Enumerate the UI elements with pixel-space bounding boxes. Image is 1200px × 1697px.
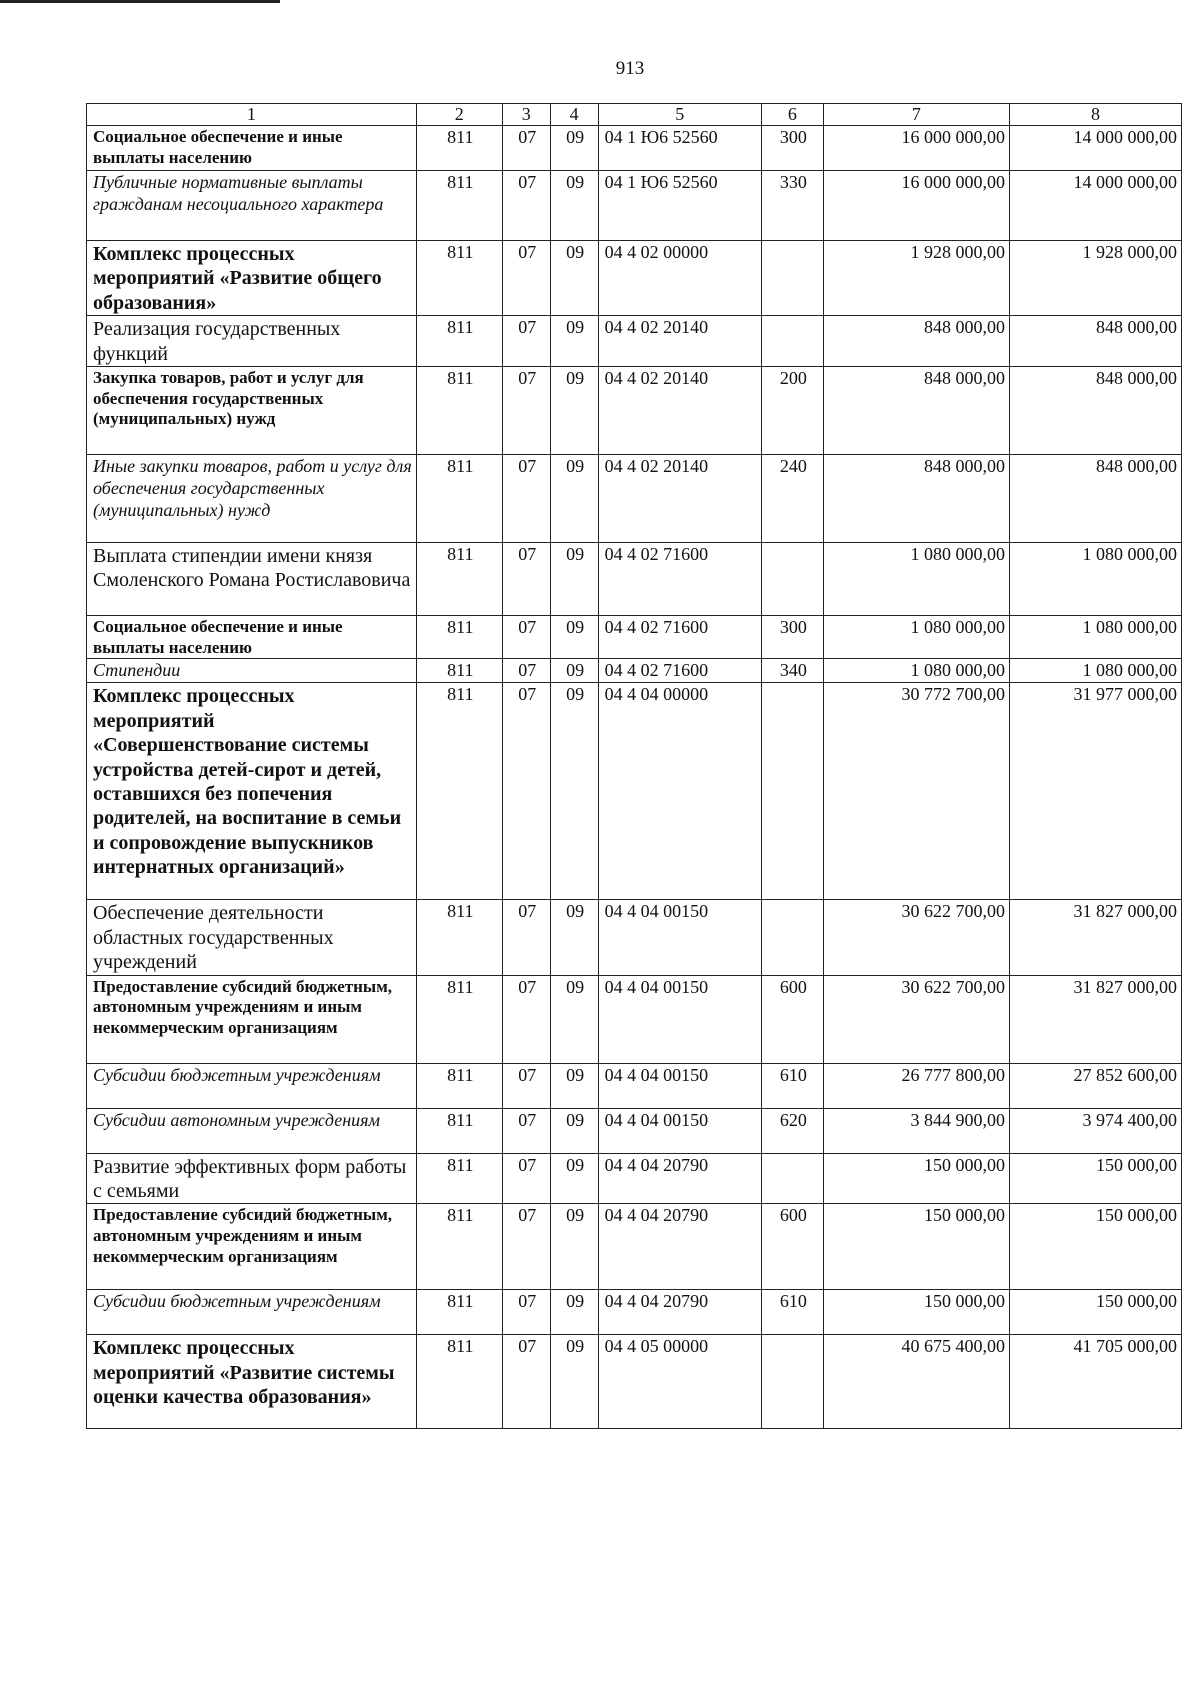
row-code-expense-type <box>761 900 823 975</box>
row-amount-year2: 27 852 600,00 <box>1009 1063 1181 1108</box>
row-amount-year2: 150 000,00 <box>1009 1204 1181 1290</box>
row-code-target-article: 04 4 02 20140 <box>598 454 761 542</box>
row-code-target-article: 04 4 04 20790 <box>598 1204 761 1290</box>
row-code-expense-type: 200 <box>761 366 823 454</box>
row-code-section: 07 <box>502 171 550 241</box>
row-code-section: 07 <box>502 1153 550 1204</box>
row-name: Выплата стипендии имени князя Смоленского Романа Ростиславовича <box>87 542 417 615</box>
row-code-admin: 811 <box>416 316 502 367</box>
top-rule <box>0 0 280 3</box>
row-amount-year2: 14 000 000,00 <box>1009 126 1181 171</box>
row-amount-year2: 150 000,00 <box>1009 1290 1181 1335</box>
row-code-admin: 811 <box>416 683 502 900</box>
row-code-section: 07 <box>502 683 550 900</box>
header-cell: 1 <box>87 104 417 126</box>
row-code-expense-type <box>761 1153 823 1204</box>
row-code-expense-type <box>761 316 823 367</box>
row-code-subsection: 09 <box>550 1153 598 1204</box>
row-code-target-article: 04 4 02 71600 <box>598 542 761 615</box>
row-code-subsection: 09 <box>550 454 598 542</box>
table-row <box>87 366 1182 454</box>
table-row <box>87 1063 1182 1108</box>
row-code-subsection: 09 <box>550 900 598 975</box>
row-code-section: 07 <box>502 366 550 454</box>
table-row <box>87 316 1182 367</box>
row-code-subsection: 09 <box>550 241 598 316</box>
row-code-target-article: 04 4 04 00150 <box>598 1108 761 1153</box>
row-amount-year1: 30 622 700,00 <box>823 900 1009 975</box>
row-code-expense-type <box>761 542 823 615</box>
row-code-section: 07 <box>502 1063 550 1108</box>
row-code-subsection: 09 <box>550 1335 598 1429</box>
row-code-section: 07 <box>502 659 550 683</box>
row-code-expense-type: 600 <box>761 975 823 1063</box>
row-code-target-article: 04 4 02 71600 <box>598 615 761 658</box>
row-code-expense-type <box>761 683 823 900</box>
table-row <box>87 615 1182 658</box>
row-name: Публичные нормативные выплаты гражданам несоциального характера <box>87 171 417 241</box>
row-code-subsection: 09 <box>550 171 598 241</box>
row-name: Комплекс процессных мероприятий «Совершенствование системы устройства детей-сирот и детей, оставшихся без попечения родителей, на воспитание в семьи и сопровождение выпускников интернатных организаций» <box>87 683 417 900</box>
row-code-admin: 811 <box>416 1063 502 1108</box>
row-name: Иные закупки товаров, работ и услуг для обеспечения государственных (муниципальных) нужд <box>87 454 417 542</box>
row-code-section: 07 <box>502 975 550 1063</box>
row-amount-year2: 848 000,00 <box>1009 316 1181 367</box>
table-row <box>87 900 1182 975</box>
row-amount-year1: 26 777 800,00 <box>823 1063 1009 1108</box>
row-code-admin: 811 <box>416 975 502 1063</box>
row-code-target-article: 04 4 02 20140 <box>598 316 761 367</box>
row-amount-year2: 1 080 000,00 <box>1009 659 1181 683</box>
row-code-expense-type: 330 <box>761 171 823 241</box>
row-amount-year1: 30 772 700,00 <box>823 683 1009 900</box>
row-code-target-article: 04 1 Ю6 52560 <box>598 171 761 241</box>
table-body <box>87 126 1182 1429</box>
row-code-admin: 811 <box>416 1204 502 1290</box>
row-code-subsection: 09 <box>550 126 598 171</box>
row-name: Социальное обеспечение и иные выплаты населению <box>87 126 417 171</box>
row-code-subsection: 09 <box>550 1290 598 1335</box>
row-name: Закупка товаров, работ и услуг для обеспечения государственных (муниципальных) нужд <box>87 366 417 454</box>
row-code-expense-type: 300 <box>761 615 823 658</box>
row-name: Предоставление субсидий бюджетным, автономным учреждениям и иным некоммерческим организациям <box>87 1204 417 1290</box>
header-cell: 2 <box>416 104 502 126</box>
table-row <box>87 659 1182 683</box>
row-code-subsection: 09 <box>550 542 598 615</box>
row-code-admin: 811 <box>416 454 502 542</box>
row-code-subsection: 09 <box>550 1063 598 1108</box>
row-code-section: 07 <box>502 454 550 542</box>
row-name: Субсидии автономным учреждениям <box>87 1108 417 1153</box>
table-row <box>87 1335 1182 1429</box>
row-code-admin: 811 <box>416 1335 502 1429</box>
row-code-target-article: 04 4 04 00150 <box>598 1063 761 1108</box>
row-name: Субсидии бюджетным учреждениям <box>87 1290 417 1335</box>
row-amount-year2: 848 000,00 <box>1009 366 1181 454</box>
row-name: Обеспечение деятельности областных государственных учреждений <box>87 900 417 975</box>
row-code-admin: 811 <box>416 366 502 454</box>
row-amount-year2: 1 080 000,00 <box>1009 615 1181 658</box>
row-amount-year1: 40 675 400,00 <box>823 1335 1009 1429</box>
row-code-admin: 811 <box>416 659 502 683</box>
row-amount-year2: 14 000 000,00 <box>1009 171 1181 241</box>
row-code-target-article: 04 4 02 71600 <box>598 659 761 683</box>
row-amount-year1: 16 000 000,00 <box>823 126 1009 171</box>
header-cell: 5 <box>598 104 761 126</box>
row-code-subsection: 09 <box>550 615 598 658</box>
row-amount-year1: 150 000,00 <box>823 1153 1009 1204</box>
row-amount-year2: 3 974 400,00 <box>1009 1108 1181 1153</box>
table-row <box>87 1204 1182 1290</box>
row-code-subsection: 09 <box>550 659 598 683</box>
row-amount-year1: 1 080 000,00 <box>823 659 1009 683</box>
row-amount-year1: 1 080 000,00 <box>823 615 1009 658</box>
row-amount-year2: 150 000,00 <box>1009 1153 1181 1204</box>
row-amount-year2: 1 080 000,00 <box>1009 542 1181 615</box>
row-amount-year1: 1 928 000,00 <box>823 241 1009 316</box>
row-code-target-article: 04 4 05 00000 <box>598 1335 761 1429</box>
row-amount-year1: 16 000 000,00 <box>823 171 1009 241</box>
row-code-section: 07 <box>502 316 550 367</box>
row-code-admin: 811 <box>416 1108 502 1153</box>
row-code-expense-type: 610 <box>761 1290 823 1335</box>
table-row <box>87 975 1182 1063</box>
row-code-section: 07 <box>502 126 550 171</box>
row-code-target-article: 04 4 02 20140 <box>598 366 761 454</box>
row-amount-year1: 848 000,00 <box>823 366 1009 454</box>
row-code-target-article: 04 4 02 00000 <box>598 241 761 316</box>
table-row <box>87 1153 1182 1204</box>
row-code-expense-type: 340 <box>761 659 823 683</box>
row-amount-year1: 3 844 900,00 <box>823 1108 1009 1153</box>
row-code-expense-type: 620 <box>761 1108 823 1153</box>
row-code-subsection: 09 <box>550 1204 598 1290</box>
row-amount-year2: 31 827 000,00 <box>1009 975 1181 1063</box>
row-code-section: 07 <box>502 542 550 615</box>
row-code-admin: 811 <box>416 1153 502 1204</box>
row-name: Предоставление субсидий бюджетным, автономным учреждениям и иным некоммерческим организациям <box>87 975 417 1063</box>
table-row <box>87 454 1182 542</box>
row-code-admin: 811 <box>416 171 502 241</box>
row-code-target-article: 04 4 04 20790 <box>598 1153 761 1204</box>
row-code-section: 07 <box>502 1290 550 1335</box>
row-amount-year1: 150 000,00 <box>823 1204 1009 1290</box>
row-code-expense-type <box>761 1335 823 1429</box>
row-code-expense-type: 600 <box>761 1204 823 1290</box>
row-code-subsection: 09 <box>550 316 598 367</box>
table-row <box>87 241 1182 316</box>
row-name: Реализация государственных функций <box>87 316 417 367</box>
row-code-admin: 811 <box>416 126 502 171</box>
row-amount-year2: 1 928 000,00 <box>1009 241 1181 316</box>
row-name: Комплекс процессных мероприятий «Развитие системы оценки качества образования» <box>87 1335 417 1429</box>
row-code-subsection: 09 <box>550 975 598 1063</box>
header-row <box>87 104 1182 126</box>
header-cell: 4 <box>550 104 598 126</box>
row-code-admin: 811 <box>416 1290 502 1335</box>
row-code-section: 07 <box>502 900 550 975</box>
row-name: Комплекс процессных мероприятий «Развитие общего образования» <box>87 241 417 316</box>
row-amount-year2: 31 827 000,00 <box>1009 900 1181 975</box>
row-code-subsection: 09 <box>550 1108 598 1153</box>
header-cell: 6 <box>761 104 823 126</box>
table-row <box>87 1290 1182 1335</box>
row-code-admin: 811 <box>416 542 502 615</box>
row-amount-year1: 848 000,00 <box>823 316 1009 367</box>
row-name: Социальное обеспечение и иные выплаты населению <box>87 615 417 658</box>
row-code-section: 07 <box>502 1108 550 1153</box>
row-name: Субсидии бюджетным учреждениям <box>87 1063 417 1108</box>
table-row <box>87 683 1182 900</box>
row-code-section: 07 <box>502 1204 550 1290</box>
row-code-section: 07 <box>502 615 550 658</box>
row-amount-year2: 41 705 000,00 <box>1009 1335 1181 1429</box>
budget-table <box>86 103 1182 1429</box>
row-amount-year2: 31 977 000,00 <box>1009 683 1181 900</box>
row-code-admin: 811 <box>416 615 502 658</box>
row-name: Развитие эффективных форм работы с семьями <box>87 1153 417 1204</box>
row-code-admin: 811 <box>416 900 502 975</box>
row-name: Стипендии <box>87 659 417 683</box>
header-cell: 8 <box>1009 104 1181 126</box>
row-amount-year1: 30 622 700,00 <box>823 975 1009 1063</box>
row-code-expense-type: 610 <box>761 1063 823 1108</box>
header-cell: 3 <box>502 104 550 126</box>
row-code-expense-type: 240 <box>761 454 823 542</box>
row-code-subsection: 09 <box>550 366 598 454</box>
page-number: 913 <box>615 58 645 79</box>
table-row <box>87 542 1182 615</box>
row-code-subsection: 09 <box>550 683 598 900</box>
table-row <box>87 171 1182 241</box>
row-code-admin: 811 <box>416 241 502 316</box>
row-amount-year1: 848 000,00 <box>823 454 1009 542</box>
row-code-section: 07 <box>502 1335 550 1429</box>
row-code-expense-type <box>761 241 823 316</box>
row-code-target-article: 04 1 Ю6 52560 <box>598 126 761 171</box>
row-amount-year2: 848 000,00 <box>1009 454 1181 542</box>
row-code-target-article: 04 4 04 00150 <box>598 975 761 1063</box>
row-code-section: 07 <box>502 241 550 316</box>
row-code-target-article: 04 4 04 00150 <box>598 900 761 975</box>
row-code-target-article: 04 4 04 20790 <box>598 1290 761 1335</box>
row-code-target-article: 04 4 04 00000 <box>598 683 761 900</box>
row-amount-year1: 150 000,00 <box>823 1290 1009 1335</box>
header-cell: 7 <box>823 104 1009 126</box>
row-amount-year1: 1 080 000,00 <box>823 542 1009 615</box>
row-code-expense-type: 300 <box>761 126 823 171</box>
table-row <box>87 126 1182 171</box>
table-row <box>87 1108 1182 1153</box>
